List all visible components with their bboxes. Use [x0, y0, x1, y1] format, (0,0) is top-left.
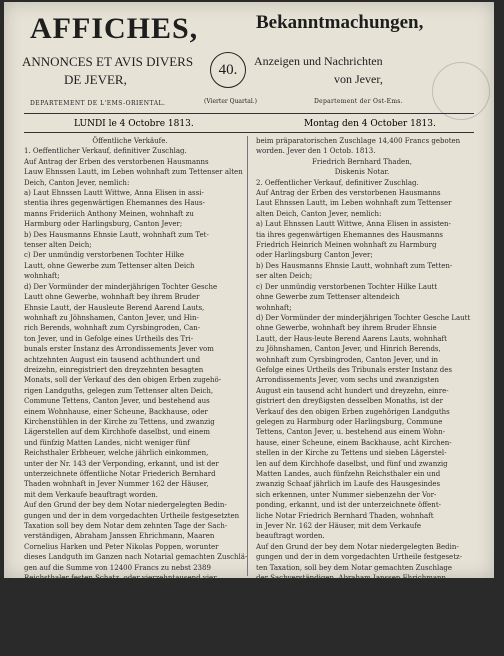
- text-line: wohnhaft zum Cyrsbingroden, Canton Jever, und in: [256, 355, 439, 364]
- text-line: Commune Tettens, Canton Jever, und bestehend aus: [24, 397, 210, 406]
- text-line: wornach dieses Landguth im Ganzen taxirt worden,: [256, 594, 441, 603]
- text-line: Lautt, ohne Gewerbe zum Tettenser alten Deich: [24, 261, 195, 270]
- text-line: cen gerechnet, zuerst und angezeigten werden, soll der: [24, 605, 223, 614]
- text-line: Ehnsie Lautt, der Hausleute Berend Aarend Lauts,: [24, 303, 205, 312]
- text-line: gistriert den dreyßigsten desselben Monaths, ist der: [256, 397, 444, 406]
- text-line: zu Jöhnshamen, Canton Jever, und Hinrich Berends,: [256, 345, 441, 354]
- text-line: stellen in der Kirche zu Tettens und sieben Lägerstel-: [256, 449, 447, 458]
- text-line: gen auf die Summe von 12400 Francs zu nebst 2389: [24, 563, 211, 572]
- left-column: [24, 136, 248, 646]
- text-line: sing Behausung zu Tettens öffentlich verkauft werden.: [24, 636, 219, 645]
- text-line: Matten Landes, auch fünfzehn Reichsthaler ein und: [256, 470, 441, 478]
- date-german: Montag den 4 October 1813.: [304, 119, 436, 129]
- text-line: der Sachverständigen, Abraham Janssen Ehrichmann,: [256, 574, 449, 583]
- text-line: ponding, erkannt, und ist der unterzeichnete öffent-: [256, 501, 441, 510]
- issue-number: 40.: [210, 52, 246, 88]
- header-rule-bottom: [24, 132, 474, 133]
- text-line: Kirchenstühlen in der Kirche zu Tettens, und zwanzig: [24, 417, 215, 426]
- text-line: a) Laut Ehnssen Lautt Wittwe, Anna Elisen in assi-: [24, 189, 204, 198]
- text-line: Cornelius Harken und Peter Nikolas Poppen, worunter: [24, 542, 219, 551]
- text-line: alten Deich, Canton Jever, nemlich:: [256, 209, 382, 218]
- text-line: unter der Nr. 143 der Verponding, erkannt, und ist der: [24, 459, 219, 468]
- text-line: Taxation soll bey dem Notar dem zehnten Tage der Sach-: [24, 522, 228, 531]
- text-line: Auf Antrag der Erben des verstorbenen Hausmanns: [256, 189, 441, 198]
- text-line: Gefolge eines Urtheils des Tribunals erster Instanz des: [256, 365, 452, 374]
- text-line: Deich, Canton Jever, nemlich:: [24, 178, 130, 187]
- text-line: hundert sieben und fünfzig Francs Centimen in: [24, 584, 193, 593]
- text-line: Lägerstellen auf dem Kirchhofe daselbst, und einem: [24, 428, 210, 437]
- column-divider: [247, 136, 248, 576]
- text-line: Zuschlagen auf die Summe von zwei und Fünf Sechzig: [256, 615, 451, 624]
- french-subtitle-2: DE JEVER,: [64, 72, 127, 87]
- german-department: Departement der Ost-Ems.: [314, 98, 403, 105]
- text-line: wohnhaft;: [24, 272, 60, 281]
- text-line: gungen und der in dem vorgedachten Urtheile festgesetz-: [256, 553, 463, 562]
- text-line: mit dem Verkaufe beauftragt worden.: [24, 490, 158, 499]
- quarter-label: (Vierter Quartal.): [204, 98, 258, 105]
- text-line: gelegen zu Harmburg oder Harlingsburg, Commune: [256, 417, 443, 426]
- masthead: [4, 2, 494, 120]
- text-line: 2. Oeffentlicher Verkauf, definitiver Zuschlag.: [256, 178, 419, 187]
- text-line: einem Wohnhause, einer Scheune, Backhause, oder: [24, 407, 208, 416]
- german-subtitle-2: von Jever,: [334, 72, 383, 86]
- text-line: Tettens, Canton Jever, u. bestehend aus einem Wohn-: [256, 428, 446, 437]
- newspaper-page: [4, 2, 494, 655]
- text-line: dieses Landguth im Ganzen nach Notarial gemachten Zuschlä-: [24, 553, 248, 562]
- text-line: Diskenis Notar.: [334, 168, 390, 177]
- text-line: dreizehn, einregistriert den dreyzehnten besagten: [24, 365, 204, 374]
- text-line: rich Berends, wohnhaft zum Cyrsbingroden, Can-: [24, 324, 201, 333]
- french-title: AFFICHES,: [30, 12, 199, 45]
- text-line: Harmburg oder Harlingsburg, Canton Jever;: [24, 220, 183, 229]
- german-subtitle-1: Anzeigen und Nachrichten: [254, 54, 383, 68]
- text-line: August ein tausend acht hundert und dreyzehn, einre-: [256, 386, 449, 395]
- text-line: Lautt ohne Gewerbe, wohnhaft bey ihrem Bruder: [24, 293, 200, 302]
- text-line: Friedrich Heinrich Meinen wohnhaft zu Harmburg: [256, 241, 437, 250]
- text-line: drei Centimen in Gold, die Pistole zu fünf Reichsthaler oder: [256, 646, 469, 655]
- text-line: b) Des Hausmanns Ehnsie Lautt, wohnhaft zum Tetten-: [256, 261, 453, 270]
- text-line: Gold, die Pistole zu fünf Reichsthaler oder zwanzig Fran-: [24, 594, 227, 603]
- text-line: worden. Jever den 1 Octob. 1813.: [256, 147, 376, 156]
- text-line: und fünfzig Matten Landes, nicht weniger fünf: [24, 438, 190, 447]
- text-line: Auf den Grund der bey dem Notar niedergelegten Bedin-: [256, 542, 459, 551]
- text-line: beauftragt worden.: [256, 532, 325, 541]
- text-line: hause, einer Scheune, einem Backhause, acht Kirchen-: [256, 438, 452, 447]
- text-line: c) Der unmündig verstorbenen Tochter Hilke Lautt: [256, 282, 438, 291]
- text-line: beim präparatorischen Zuschlage 14,400 Francs geboten: [256, 137, 461, 145]
- text-line: Monats, soll der Verkauf des den obigen Erben zugehö-: [24, 376, 222, 385]
- text-line: zuerst Gebote und hiemit im Golde, die Pistole zu fünf: [256, 636, 449, 645]
- text-line: wohnhaft;: [256, 303, 292, 312]
- text-line: unterzeichnete öffentliche Notar Friederich Bernhard: [24, 470, 216, 478]
- text-line: ten Taxation, soll bey dem Notar gemachten Zuschlage: [256, 563, 453, 572]
- header-rule-top: [24, 113, 474, 114]
- text-line: sich erkennen, unter Nummer siebenzehn der Vor-: [256, 490, 437, 499]
- text-line: ohne Gewerbe, wohnhaft bey ihrem Bruder Ehnsie: [256, 324, 437, 333]
- text-line: Morgens neun Uhr in des Wirths, Herrn Jens Behan-: [24, 626, 211, 635]
- right-column: [256, 136, 471, 656]
- text-line: Landguth im Ganzen nach seinem notarial gemachten: [256, 605, 449, 614]
- text-line: Arrondissements Jever, vom sechs und zwanzigsten: [256, 376, 440, 385]
- text-line: manns Frideriich Anthony Meinen, wohnhaft zu: [24, 209, 194, 218]
- text-line: in Jever Nr. 162 der Häuser, mit dem Verkaufe: [256, 522, 422, 531]
- text-line: Laut Ehnssen Lautt, im Leben wohnhaft zum Tettenser: [256, 199, 452, 208]
- text-line: verständigen, Abraham Janssen Ehrichmann, Maaren: [24, 532, 215, 541]
- text-line: Reichsthaler festen Schatz, oder vierzehntausend vier: [24, 574, 217, 583]
- text-line: c) Der unmündig verstorbenen Tochter Hilke: [24, 251, 184, 260]
- text-line: stentia ihres gegenwärtigen Ehemannes des Haus-: [24, 199, 205, 208]
- text-line: Lauw Ehnssen Lautt, im Leben wohnhaft zum Tettenser alten: [24, 168, 243, 177]
- text-line: achtzehnten August ein tausend achthundert und: [24, 355, 201, 364]
- text-line: gungen und der in dem vorgedachten Urtheile festgesetzten: [24, 511, 240, 520]
- date-french: LUNDI le 4 Octobre 1813.: [74, 119, 194, 129]
- text-line: rigen Landguths, gelegen zum Tettenser alten Deich,: [24, 386, 214, 395]
- text-line: Öffentliche Verkäufe.: [92, 137, 168, 145]
- text-line: len auf dem Kirchhofe daselbst, und fünf und zwanzig: [256, 459, 448, 468]
- text-line: Reichsthaler, oder Schafsechs Mitten Centimen: [256, 626, 426, 635]
- french-subtitle-1: ANNONCES ET AVIS DIVERS: [22, 54, 194, 69]
- text-line: Thaden wohnhaft in Jever Nummer 162 der Häuser,: [24, 480, 209, 489]
- text-line: Auf Antrag der Erben des verstorbenen Hausmanns: [24, 157, 209, 166]
- text-line: definitive Zuschlag am verzeigten (13) October,: [24, 615, 194, 624]
- text-line: ser alten Deich;: [256, 272, 313, 281]
- text-line: ohne Gewerbe zum Tettenser altendeich: [256, 293, 400, 302]
- text-line: liche Notar Friedrich Bernhard Thaden, wohnhaft: [256, 511, 434, 520]
- text-line: d) Der Vormünder der minderjährigen Tochter Gesche Lautt: [256, 313, 471, 322]
- text-line: a) Laut Ehnssen Lautt Wittwe, Anna Elisen in assisten-: [256, 220, 451, 229]
- text-line: ton Jever, und in Gefolge eines Urtheils des Tri-: [24, 334, 194, 343]
- text-line: b) Des Hausmanns Ehnsie Lautt, wohnhaft zum Tet-: [24, 230, 209, 239]
- text-line: Auf den Grund der bey dem Notar niedergelegten Bedin-: [24, 501, 227, 510]
- text-line: zwanzig Schaaf jährlich im Laufe des Hausgesindes: [256, 480, 441, 489]
- french-department: DEPARTEMENT DE L'EMS-ORIENTAL.: [30, 100, 166, 107]
- text-line: wohnhaft zu Jöhnshamen, Canton Jever, und Hin-: [24, 313, 199, 322]
- text-line: Reichsthaler Erbheuer, welche jährlich einkommen,: [24, 449, 209, 458]
- text-line: tenser alten Deich;: [24, 241, 92, 250]
- text-line: Maaren Cornelius Harken, und Peter Nikolas Poppen,: [256, 584, 448, 593]
- text-line: oder Harlingsburg Canton Jever;: [256, 251, 373, 260]
- text-line: Friedrich Bernhard Thaden,: [312, 157, 412, 166]
- text-line: Verkauf des den obigen Erben zugehörigen Landguths: [256, 407, 450, 416]
- text-line: bunals erster Instanz des Arrondissements Jever vom: [24, 345, 214, 354]
- german-title: Bekanntmachungen,: [256, 12, 424, 33]
- text-line: 1. Oeffentlicher Verkauf, definitiver Zuschlag.: [24, 147, 187, 156]
- text-line: tia ihres gegenwärtigen Ehemannes des Hausmanns: [256, 230, 443, 239]
- text-line: d) Der Vormünder der minderjährigen Tochter Gesche: [24, 282, 218, 291]
- text-line: Lautt, der Haus-leute Berend Aarens Lauts, wohnhaft: [256, 334, 447, 343]
